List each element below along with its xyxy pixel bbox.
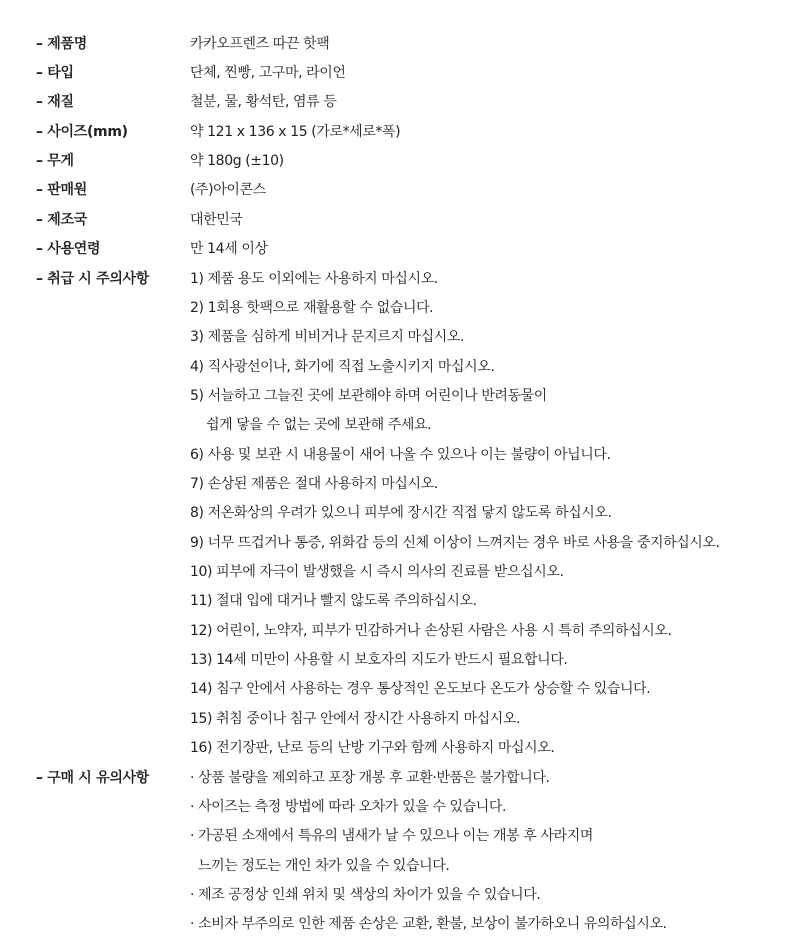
spec-row-country bbox=[0, 205, 794, 235]
spec-label: – 제품명 bbox=[36, 36, 87, 52]
spec-label: – 무게 bbox=[36, 153, 74, 169]
caution-line: 16) 전기장판, 난로 등의 난방 기구와 함께 사용하지 마십시오. bbox=[190, 740, 555, 756]
spec-label: – 사용연령 bbox=[36, 241, 101, 257]
caution-line: 8) 저온화상의 우려가 있으니 피부에 장시간 직접 닿지 않도록 하십시오. bbox=[190, 505, 612, 521]
spec-label: – 제조국 bbox=[36, 212, 87, 228]
purchase-notes-label: – 구매 시 유의사항 bbox=[36, 770, 149, 786]
spec-label: – 재질 bbox=[36, 94, 74, 110]
purchase-note: · 사이즈는 측정 방법에 따라 오차가 있을 수 있습니다. bbox=[190, 799, 507, 815]
spec-label: – 타입 bbox=[36, 65, 74, 81]
caution-line: 12) 어린이, 노약자, 피부가 민감하거나 손상된 사람은 사용 시 특히 주의하십시오. bbox=[190, 623, 672, 639]
spec-row-size bbox=[0, 117, 794, 147]
caution-line: 5) 서늘하고 그늘진 곳에 보관해야 하며 어린이나 반려동물이 bbox=[190, 388, 547, 404]
spec-value: 철분, 물, 황석탄, 염류 등 bbox=[190, 94, 337, 110]
caution-line: 9) 너무 뜨겁거나 통증, 위화감 등의 신체 이상이 느껴지는 경우 바로 사용을 중지하십시오. bbox=[190, 535, 720, 551]
cautions-label: – 취급 시 주의사항 bbox=[36, 271, 149, 287]
spec-row-age bbox=[0, 234, 794, 264]
caution-line: 3) 제품을 심하게 비비거나 문지르지 마십시오. bbox=[190, 329, 465, 345]
spec-value: 카카오프렌즈 따끈 핫팩 bbox=[190, 36, 330, 52]
spec-value: 약 121 x 136 x 15 (가로*세로*폭) bbox=[190, 124, 401, 140]
spec-value: 대한민국 bbox=[190, 212, 243, 228]
caution-line: 1) 제품 용도 이외에는 사용하지 마십시오. bbox=[190, 271, 438, 287]
purchase-note: · 가공된 소재에서 특유의 냄새가 날 수 있으나 이는 개봉 후 사라지며 bbox=[190, 828, 593, 844]
purchase-note: · 상품 불량을 제외하고 포장 개봉 후 교환·반품은 불가합니다. bbox=[190, 770, 550, 786]
caution-line: 6) 사용 및 보관 시 내용물이 새어 나올 수 있으나 이는 불량이 아닙니다. bbox=[190, 447, 611, 463]
purchase-note: · 제조 공정상 인쇄 위치 및 색상의 차이가 있을 수 있습니다. bbox=[190, 887, 541, 903]
caution-line: 15) 취침 중이나 침구 안에서 장시간 사용하지 마십시오. bbox=[190, 711, 521, 727]
caution-line: 4) 직사광선이나, 화기에 직접 노출시키지 마십시오. bbox=[190, 359, 495, 375]
spec-value: 만 14세 이상 bbox=[190, 241, 268, 257]
caution-line: 14) 침구 안에서 사용하는 경우 통상적인 온도보다 온도가 상승할 수 있습니다. bbox=[190, 681, 651, 697]
spec-value: 단체, 찐빵, 고구마, 라이언 bbox=[190, 65, 346, 81]
spec-value: 약 180g (±10) bbox=[190, 153, 284, 169]
purchase-note-continued: 느끼는 정도는 개인 차가 있을 수 있습니다. bbox=[198, 858, 450, 874]
spec-row-seller bbox=[0, 175, 794, 205]
caution-line: 2) 1회용 핫팩으로 재활용할 수 없습니다. bbox=[190, 300, 434, 316]
spec-label: – 사이즈(mm) bbox=[36, 124, 128, 140]
purchase-note: · 소비자 부주의로 인한 제품 손상은 교환, 환불, 보상이 불가하오니 유의하십시오. bbox=[190, 916, 667, 932]
spec-value: (주)아이콘스 bbox=[190, 182, 266, 198]
caution-line-continued: 쉽게 닿을 수 없는 곳에 보관해 주세요. bbox=[206, 417, 432, 433]
spec-row-weight bbox=[0, 146, 794, 176]
spec-row-type bbox=[0, 58, 794, 88]
caution-line: 10) 피부에 자극이 발생했을 시 즉시 의사의 진료를 받으십시오. bbox=[190, 564, 564, 580]
spec-label: – 판매원 bbox=[36, 182, 87, 198]
caution-line: 11) 절대 입에 대거나 빨지 않도록 주의하십시오. bbox=[190, 593, 477, 609]
spec-row-material bbox=[0, 87, 794, 117]
caution-line: 7) 손상된 제품은 절대 사용하지 마십시오. bbox=[190, 476, 438, 492]
caution-line: 13) 14세 미만이 사용할 시 보호자의 지도가 반드시 필요합니다. bbox=[190, 652, 568, 668]
spec-row-product-name bbox=[0, 29, 794, 59]
